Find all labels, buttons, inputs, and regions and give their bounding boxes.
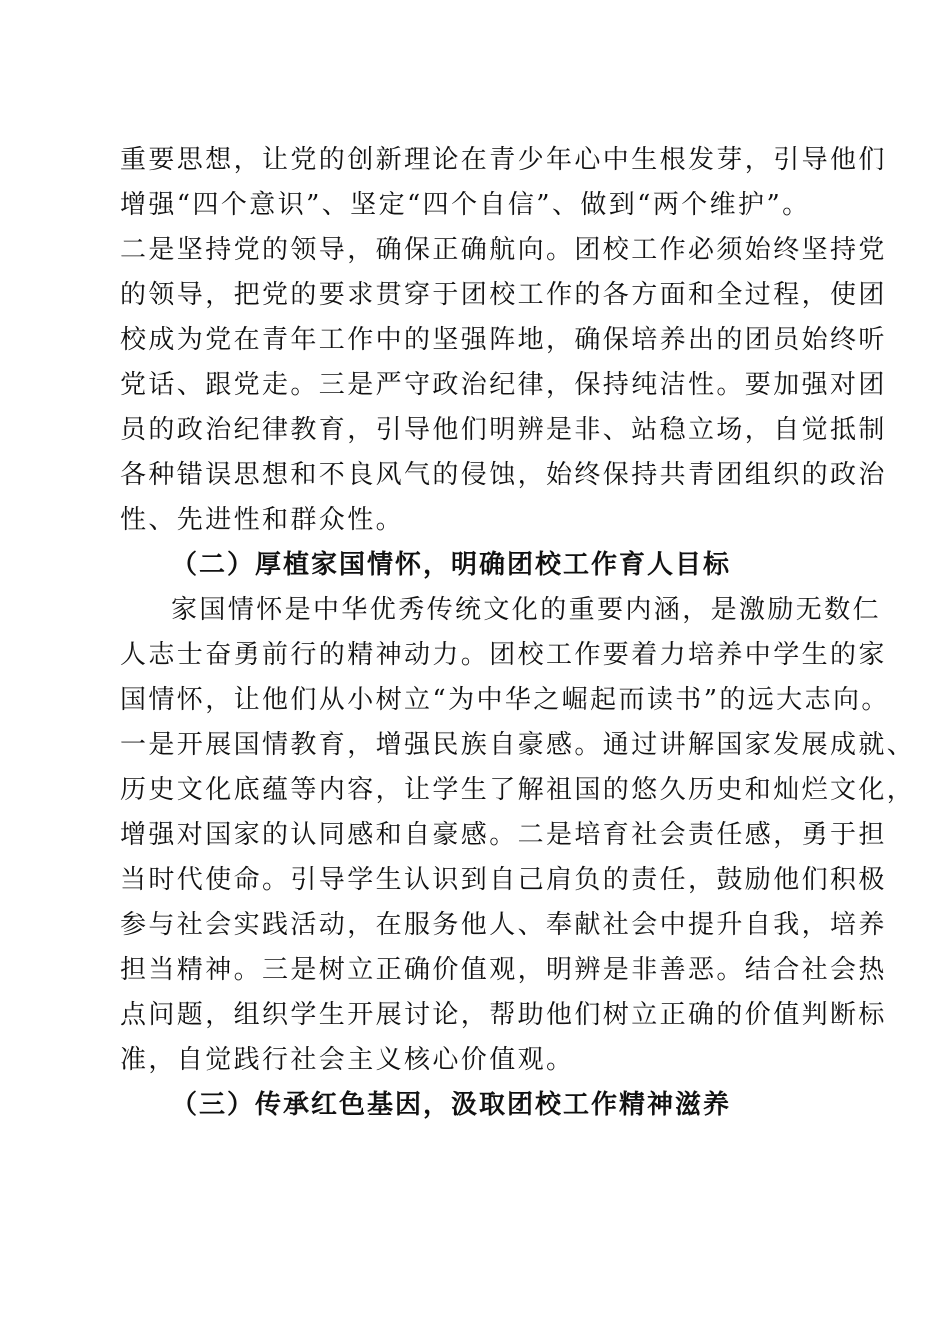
paragraph-line: 点问题，组织学生开展讨论，帮助他们树立正确的价值判断标 <box>120 1000 887 1030</box>
paragraph-line: 各种错误思想和不良风气的侵蚀，始终保持共青团组织的政治 <box>120 460 887 490</box>
paragraph-line: 二是坚持党的领导，确保正确航向。团校工作必须始终坚持党 <box>120 235 887 265</box>
paragraph-line: 人志士奋勇前行的精神动力。团校工作要着力培养中学生的家 <box>120 640 887 670</box>
paragraph-line: 增强对国家的认同感和自豪感。二是培育社会责任感，勇于担 <box>120 820 887 850</box>
paragraph-line: 增强“四个意识”、坚定“四个自信”、做到“两个维护”。 <box>120 190 811 220</box>
paragraph-line: 校成为党在青年工作中的坚强阵地，确保培养出的团员始终听 <box>120 325 887 355</box>
paragraph-line: 当时代使命。引导学生认识到自己肩负的责任，鼓励他们积极 <box>120 865 887 895</box>
paragraph-line: 的领导，把党的要求贯穿于团校工作的各方面和全过程，使团 <box>120 280 887 310</box>
paragraph-line: 一是开展国情教育，增强民族自豪感。通过讲解国家发展成就、 <box>120 730 916 760</box>
section-heading-3: （三）传承红色基因，汲取团校工作精神滋养 <box>171 1090 732 1120</box>
paragraph-line: 参与社会实践活动，在服务他人、奉献社会中提升自我，培养 <box>120 910 887 940</box>
paragraph-line: 家国情怀是中华优秀传统文化的重要内涵，是激励无数仁 <box>171 595 882 625</box>
paragraph-line: 准，自觉践行社会主义核心价值观。 <box>120 1045 575 1075</box>
paragraph-line: 员的政治纪律教育，引导他们明辨是非、站稳立场，自觉抵制 <box>120 415 887 445</box>
paragraph-line: 性、先进性和群众性。 <box>120 505 405 535</box>
paragraph-line: 重要思想，让党的创新理论在青少年心中生根发芽，引导他们 <box>120 145 887 175</box>
section-heading-2: （二）厚植家国情怀，明确团校工作育人目标 <box>171 550 732 580</box>
paragraph-line: 历史文化底蕴等内容，让学生了解祖国的悠久历史和灿烂文化， <box>120 775 916 805</box>
paragraph-line: 党话、跟党走。三是严守政治纪律，保持纯洁性。要加强对团 <box>120 370 887 400</box>
paragraph-line: 担当精神。三是树立正确价值观，明辨是非善恶。结合社会热 <box>120 955 887 985</box>
paragraph-line: 国情怀，让他们从小树立“为中华之崛起而读书”的远大志向。 <box>120 685 890 715</box>
